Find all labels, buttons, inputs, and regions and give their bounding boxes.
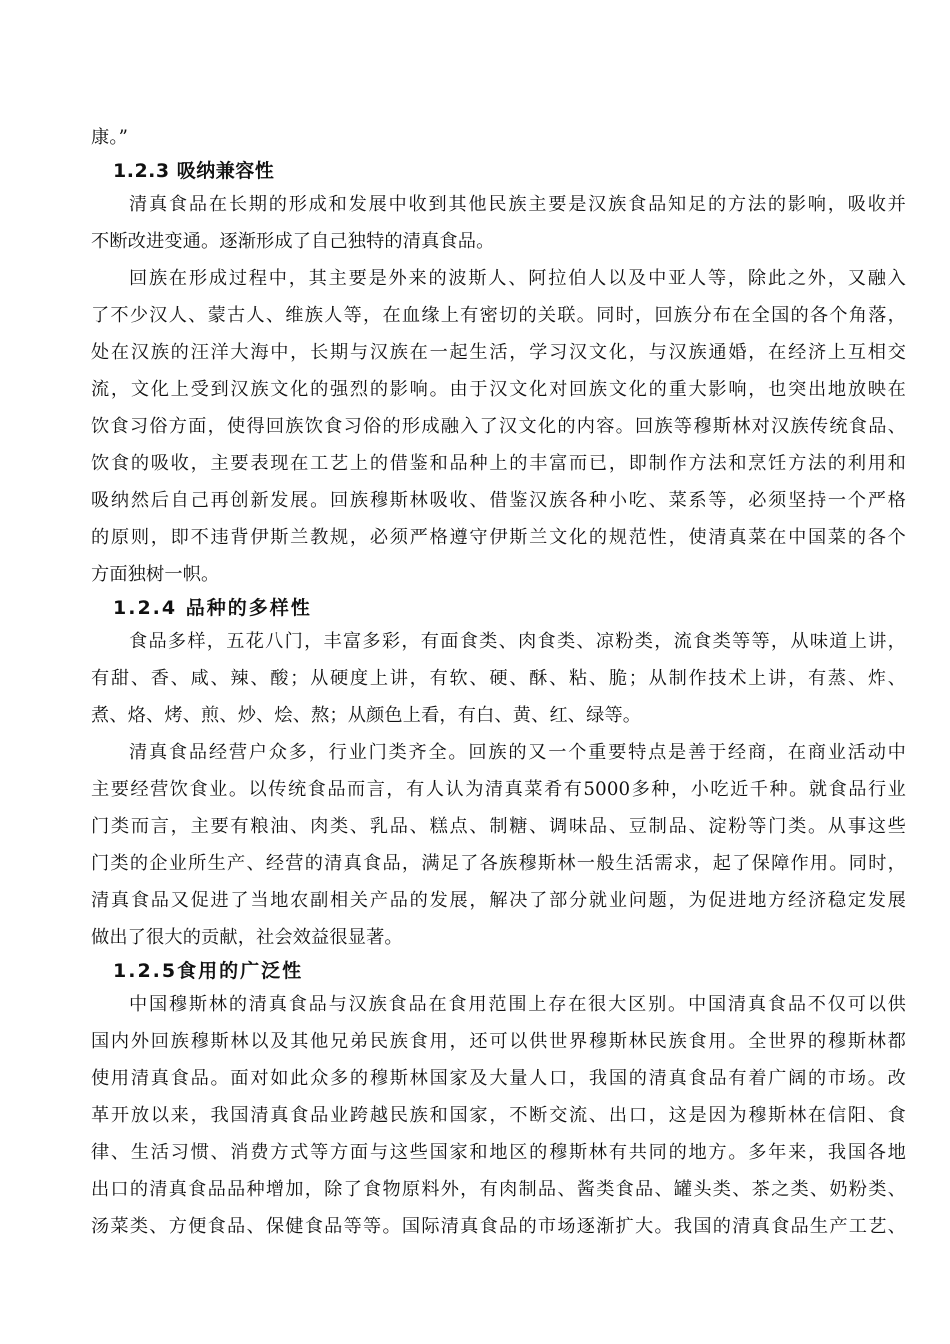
- text-line: 清真食品又促进了当地农副相关产品的发展，解决了部分就业问题，为促进地方经济稳定发展: [91, 890, 906, 911]
- text-line: 饮食习俗方面，使得回族饮食习俗的形成融入了汉文化的内容。回族等穆斯林对汉族传统食品、: [91, 416, 906, 437]
- text-line: 方面独树一帜。: [91, 564, 220, 585]
- text-line: 汤菜类、方便食品、保健食品等等。国际清真食品的市场逐渐扩大。我国的清真食品生产工艺、: [91, 1216, 906, 1237]
- section-heading: 1.2.5食用的广泛性: [113, 960, 304, 982]
- text-line: 国内外回族穆斯林以及其他兄弟民族食用，还可以供世界穆斯林民族食用。全世界的穆斯林都: [91, 1031, 906, 1052]
- text-line: 流，文化上受到汉族文化的强烈的影响。由于汉文化对回族文化的重大影响，也突出地放映在: [91, 379, 906, 400]
- text-line: 清真食品在长期的形成和发展中收到其他民族主要是汉族食品知足的方法的影响，吸收并: [129, 194, 906, 215]
- text-line: 主要经营饮食业。以传统食品而言，有人认为清真菜肴有5000多种，小吃近千种。就食品行业: [91, 779, 906, 800]
- text-line: 处在汉族的汪洋大海中，长期与汉族在一起生活，学习汉文化，与汉族通婚，在经济上互相交: [91, 342, 906, 363]
- section-heading: 1.2.3 吸纳兼容性: [113, 160, 275, 182]
- text-line: 使用清真食品。面对如此众多的穆斯林国家及大量人口，我国的清真食品有着广阔的市场。改: [91, 1068, 906, 1089]
- text-line: 律、生活习惯、消费方式等方面与这些国家和地区的穆斯林有共同的地方。多年来，我国各地: [91, 1142, 906, 1163]
- text-line: 不断改进变通。逐渐形成了自己独特的清真食品。: [91, 231, 495, 252]
- text-line: 门类的企业所生产、经营的清真食品，满足了各族穆斯林一般生活需求，起了保障作用。同时，: [91, 853, 906, 874]
- text-line: 的原则，即不违背伊斯兰教规，必须严格遵守伊斯兰文化的规范性，使清真菜在中国菜的各个: [91, 527, 906, 548]
- text-line: 饮食的吸收，主要表现在工艺上的借鉴和品种上的丰富而已，即制作方法和烹饪方法的利用和: [91, 453, 906, 474]
- text-line: 做出了很大的贡献，社会效益很显著。: [91, 927, 403, 948]
- text-line: 食品多样，五花八门，丰富多彩，有面食类、肉食类、凉粉类，流食类等等，从味道上讲，: [129, 631, 906, 652]
- text-line: 中国穆斯林的清真食品与汉族食品在食用范围上存在很大区别。中国清真食品不仅可以供: [129, 994, 906, 1015]
- text-line: 门类而言，主要有粮油、肉类、乳品、糕点、制糖、调味品、豆制品、淀粉等门类。从事这些: [91, 816, 906, 837]
- text-line: 回族在形成过程中，其主要是外来的波斯人、阿拉伯人以及中亚人等，除此之外，又融入: [129, 268, 906, 289]
- text-line: 清真食品经营户众多，行业门类齐全。回族的又一个重要特点是善于经商，在商业活动中: [129, 742, 906, 763]
- text-line: 了不少汉人、蒙古人、维族人等，在血缘上有密切的关联。同时，回族分布在全国的各个角落，: [91, 305, 906, 326]
- text-line: 有甜、香、咸、辣、酸；从硬度上讲，有软、硬、酥、粘、脆；从制作技术上讲，有蒸、炸、: [91, 668, 906, 689]
- text-line: 康。”: [91, 127, 129, 148]
- text-line: 煮、烙、烤、煎、炒、烩、熬；从颜色上看，有白、黄、红、绿等。: [91, 705, 642, 726]
- text-line: 革开放以来，我国清真食品业跨越民族和国家，不断交流、出口，这是因为穆斯林在信阳、食: [91, 1105, 906, 1126]
- section-heading: 1.2.4 品种的多样性: [113, 597, 312, 619]
- text-line: 吸纳然后自己再创新发展。回族穆斯林吸收、借鉴汉族各种小吃、菜系等，必须坚持一个严格: [91, 490, 906, 511]
- text-line: 出口的清真食品品种增加，除了食物原料外，有肉制品、酱类食品、罐头类、茶之类、奶粉类、: [91, 1179, 906, 1200]
- document-body: [91, 119, 906, 1245]
